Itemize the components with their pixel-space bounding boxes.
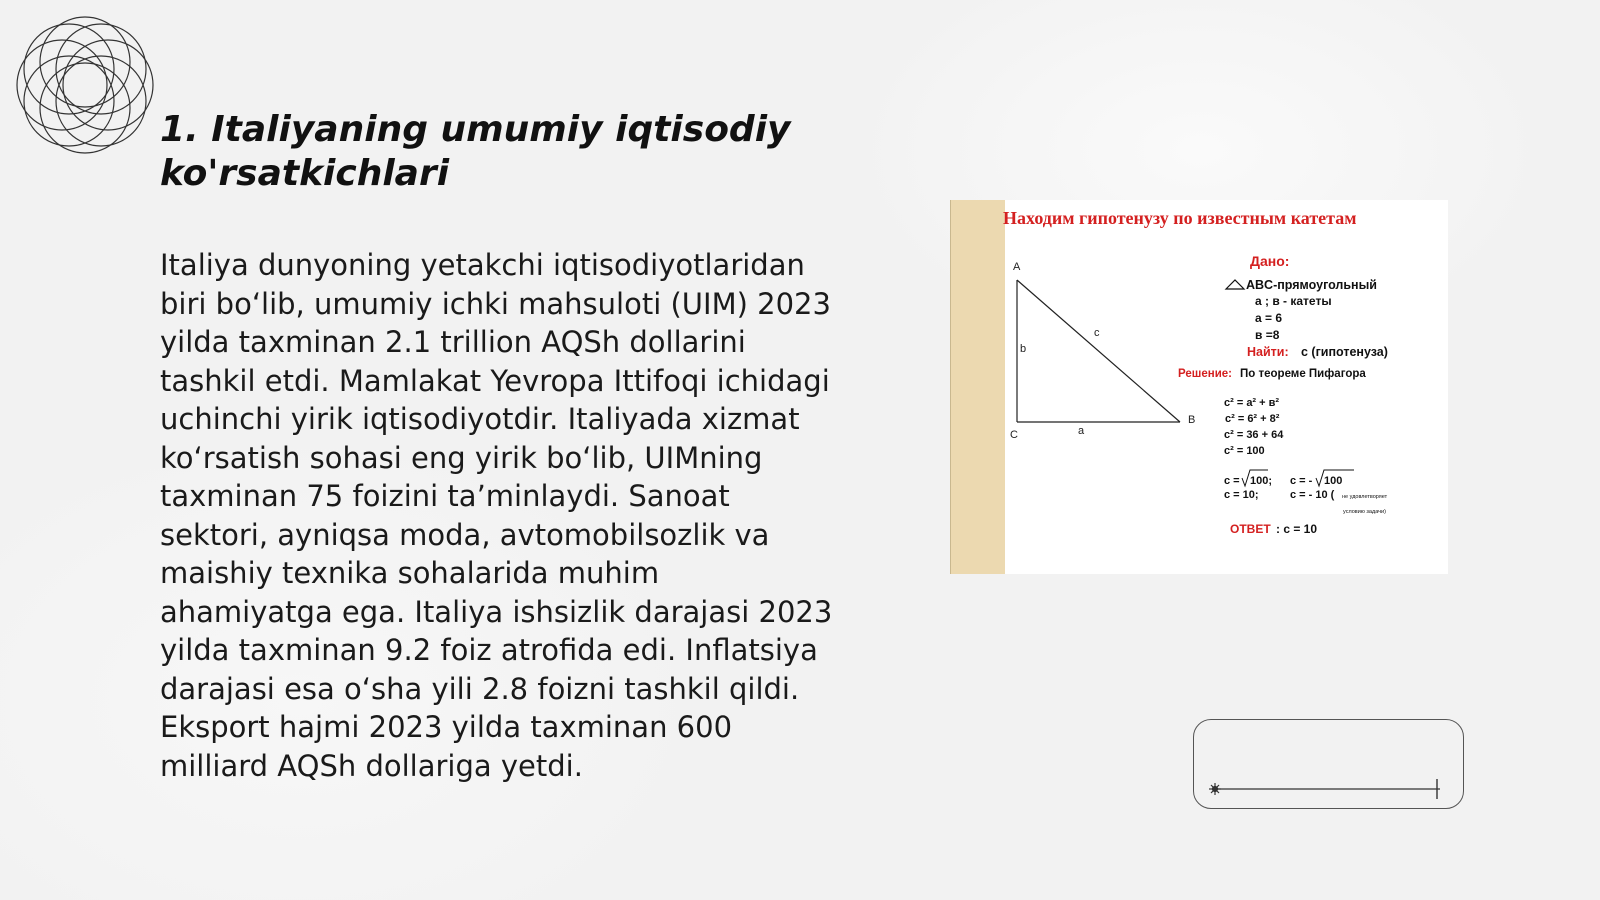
image-heading: Находим гипотенузу по известным катетам [1003,208,1357,228]
result-note-2: условию задачи) [1343,509,1386,515]
vertex-a-label: A [1013,261,1021,273]
solution-value: По теореме Пифагора [1240,368,1366,380]
step-3: c² = 36 + 64 [1224,429,1284,441]
pythagoras-diagram [950,200,1448,574]
root-left-value: 100; [1250,475,1273,487]
vertex-c-label: C [1010,429,1018,441]
pythagoras-image [950,200,1448,574]
root-left-prefix: c = [1224,475,1240,487]
side-c-label: c [1094,327,1100,339]
given-line-1: ABC-прямоугольный [1246,278,1377,292]
result-left: c = 10; [1224,489,1259,501]
given-line-2: а ; в - катеты [1255,294,1332,308]
timeline-widget [1193,719,1464,809]
timeline-line [1193,719,1464,809]
answer-value: : c = 10 [1276,522,1318,536]
solution-label: Решение: [1178,368,1233,380]
result-note-1: не удовлетворяет [1342,494,1388,500]
side-a-label: a [1078,425,1085,437]
slide-title: 1. Italiyaning umumiy iqtisodiy ko'rsatkichlari [160,109,791,194]
triangle-symbol-icon [1226,280,1244,289]
step-4: c² = 100 [1224,445,1265,457]
step-1: c² = a² + в² [1224,397,1280,409]
answer-label: ОТВЕТ [1230,522,1271,536]
triangle-hypotenuse [1017,280,1180,422]
result-right: c = - 10 ( [1290,489,1335,501]
vertex-b-label: B [1188,414,1196,426]
root-right-value: 100 [1324,475,1343,487]
find-label: Найти: [1247,345,1289,359]
side-b-label: b [1020,343,1027,355]
find-value: с (гипотенуза) [1301,345,1388,359]
circle-ornament-icon [10,10,160,160]
slide-body-text: Italiya dunyoning yetakchi iqtisodiyotlaridan biri bo‘lib, umumiy ichki mahsuloti (UIM) 2023 yilda taxminan 2.1 trillion AQSh dollarini tashkil etdi. Mamlakat Yevropa Ittifoqi ichidagi uchinchi yirik iqtisodiyotdir. Italiyada xizmat ko‘rsatish sohasi eng yirik bo‘lib, UIMning taxminan 75 foizini ta’minlaydi. Sanoat sektori, ayniqsa moda, avtomobilsozlik va maishiy texnika sohalarida muhim ahamiyatga ega. Italiya ishsizlik darajasi 2023 yilda taxminan 9.2 foiz atrofida edi. Inflatsiya darajasi esa o‘sha yili 2.8 foizni tashkil qildi. Eksport hajmi 2023 yilda taxminan 600 milliard AQSh dollariga yetdi. [160,248,833,783]
step-2: c² = 6² + 8² [1225,413,1280,425]
timeline-start-sun-icon [1209,783,1221,795]
given-line-3: а = 6 [1255,311,1283,325]
given-line-4: в =8 [1255,328,1280,342]
root-right-prefix: c = - [1290,475,1313,487]
given-label: Дано: [1250,253,1290,269]
